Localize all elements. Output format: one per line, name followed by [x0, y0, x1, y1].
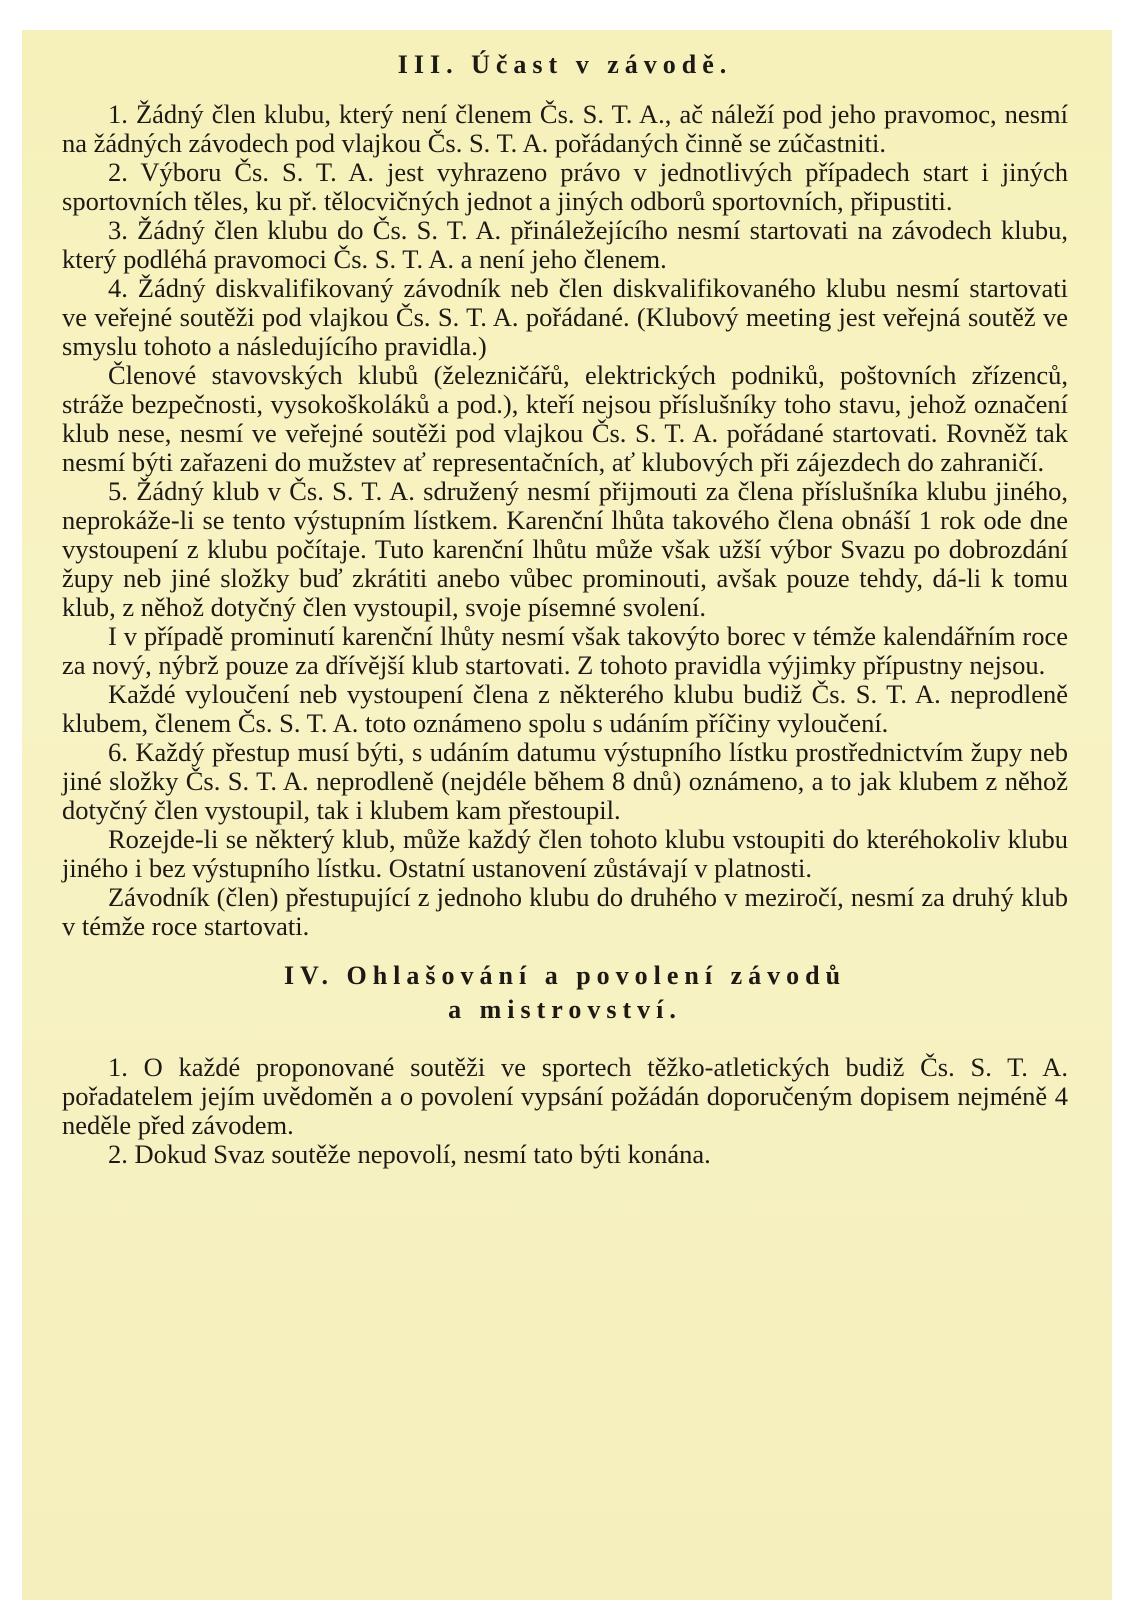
paragraph: 6. Každý přestup musí býti, s udáním datumu výstupního lístku prostřednictvím župy neb jiné složky Čs. S. T. A. neprodleně (nejdéle během 8 dnů) oznámeno, a to jak klubem z něhož dotyčný člen vystoupil, tak i klubem kam přestoupil. — [62, 737, 1068, 825]
section-4-heading — [62, 959, 1068, 1027]
paragraph: Každé vyloučení neb vystoupení člena z některého klubu budiž Čs. S. T. A. neprodleně klubem, členem Čs. S. T. A. toto oznámeno spolu s udáním příčiny vyloučení. — [62, 679, 1068, 738]
paragraph: 1. Žádný člen klubu, který není členem Čs. S. T. A., ač náleží pod jeho pravomoc, nesmí na žádných závodech pod vlajkou Čs. S. T. A. pořádaných činně se zúčastniti. — [62, 99, 1068, 158]
document-page — [22, 30, 1112, 1600]
paragraph: 5. Žádný klub v Čs. S. T. A. sdružený nesmí přijmouti za člena příslušníka klubu jiného, neprokáže-li se tento výstupním lístkem. Karenční lhůta takového člena obnáší 1 rok ode dne vystoupení z klubu počítaje. Tuto karenční lhůtu může však užší výbor Svazu po dobrozdání župy neb jiné složky buď zkrátiti anebo vůbec prominouti, avšak pouze tehdy, dá-li k tomu klub, z něhož dotyčný člen vystoupil, svoje písemné svolení. — [62, 476, 1068, 622]
paragraph: Členové stavovských klubů (železničářů, elektrických podniků, poštovních zřízenců, stráže bezpečnosti, vysokoškoláků a pod.), kteří nejsou příslušníky toho stavu, jehož označení klub nese, nesmí ve veřejné soutěži pod vlajkou Čs. S. T. A. pořádané startovati. Rovněž tak nesmí býti zařazeni do mužstev ať representačních, ať klubových při zájezdech do zahraničí. — [62, 360, 1068, 477]
paragraph: Rozejde-li se některý klub, může každý člen tohoto klubu vstoupiti do kteréhokoliv klubu jiného i bez výstupního lístku. Ostatní ustanovení zůstávají v platnosti. — [62, 824, 1068, 883]
paragraph: I v případě prominutí karenční lhůty nesmí však takovýto borec v témže kalendářním roce za nový, nýbrž pouze za dřívější klub startovati. Z tohoto pravidla výjimky přípustny nejsou. — [62, 621, 1068, 680]
paragraph: 3. Žádný člen klubu do Čs. S. T. A. přináležejícího nesmí startovati na závodech klubu, který podléhá pravomoci Čs. S. T. A. a není jeho členem. — [62, 215, 1068, 274]
section-4-heading-line-2: a mistrovství. — [448, 995, 682, 1024]
paragraph: 1. O každé proponované soutěži ve sportech těžko-atletických budiž Čs. S. T. A. pořadatelem jejím uvědoměn a o povolení vypsání požádán doporučeným dopisem nejméně 4 neděle před závodem. — [62, 1052, 1068, 1140]
paragraph: 4. Žádný diskvalifikovaný závodník neb člen diskvalifikovaného klubu nesmí startovati ve veřejné soutěži pod vlajkou Čs. S. T. A. pořádané. (Klubový meeting jest veřejná soutěž ve smyslu tohoto a následujícího pravidla.) — [62, 273, 1068, 361]
paragraph: 2. Výboru Čs. S. T. A. jest vyhrazeno právo v jednotlivých případech start i jiných sportovních těles, ku př. tělocvičných jednot a jiných odborů sportovních, připustiti. — [62, 157, 1068, 216]
paragraph: 2. Dokud Svaz soutěže nepovolí, nesmí tato býti konána. — [108, 1139, 711, 1169]
section-3-heading: III. Účast v závodě. — [397, 50, 733, 79]
section-4-heading-line-1: IV. Ohlašování a povolení závodů — [283, 961, 847, 990]
paragraph: Závodník (člen) přestupující z jednoho klubu do druhého v meziročí, nesmí za druhý klub v témže roce startovati. — [62, 882, 1068, 941]
